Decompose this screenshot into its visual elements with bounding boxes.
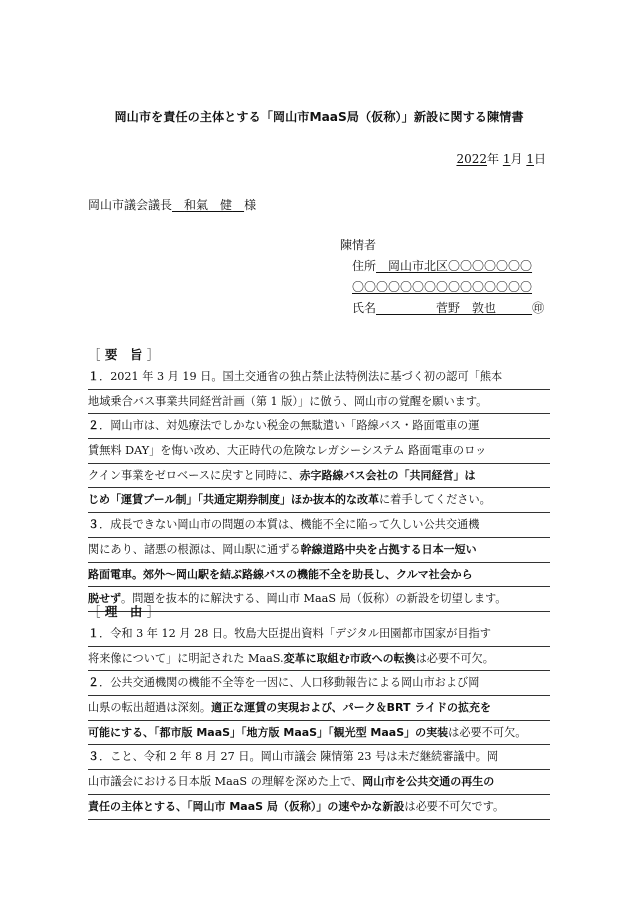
petitioner-address-line2: 〇〇〇〇〇〇〇〇〇〇〇〇〇〇〇 (352, 280, 533, 294)
summary-line (88, 439, 550, 464)
reasons-emphasis: 責任の主体とする、「岡山市 MaaS 局（仮称）」の速やかな新設 (88, 799, 405, 813)
summary-line (88, 365, 550, 390)
summary-heading: ［ 要 旨 ］ (88, 347, 160, 362)
reasons-text: 山県の転出超過は深刻。 (88, 701, 212, 715)
reasons-emphasis: ２ (88, 676, 99, 690)
reasons-text: ．こと、令和 2 年 8 月 27 日。岡山市議会 陳情第 23 号は未だ継続審議中。岡 (99, 750, 499, 764)
document-title: 岡山市を責任の主体とする「岡山市MaaS局（仮称）」新設に関する陳情書 (114, 110, 524, 124)
submission-date (456, 150, 546, 167)
date-year: 2022 (456, 152, 488, 166)
reasons-emphasis: ３ (88, 750, 99, 764)
petitioner-name-row: 氏名 菅野 敦也 ㊞ (352, 301, 545, 315)
date-year-unit: 年 (487, 152, 500, 166)
summary-text: クイン事業をゼロベースに戻すと同時に、 (88, 468, 300, 482)
reasons-heading: ［ 理 由 ］ (88, 604, 160, 619)
summary-emphasis: 脱せず (88, 592, 121, 606)
summary-emphasis: 路面電車。郊外～岡山駅を結ぶ路線バスの機能不全を助長し、クルマ社会から (88, 567, 473, 581)
reasons-line (88, 671, 550, 696)
reasons-emphasis: 変革に取組む市政への転換 (283, 651, 416, 665)
petitioner-label: 陳情者 (340, 238, 377, 252)
reasons-line (88, 696, 550, 721)
summary-line (88, 563, 550, 588)
summary-text: に着手してください。 (378, 493, 491, 507)
summary-text: 関にあり、諸悪の根源は、岡山駅に通ずる (88, 542, 301, 556)
seal-mark: ㊞ (532, 301, 545, 315)
summary-text: ．2021 年 3 月 19 日。国土交通省の独占禁止法特例法に基づく初の認可「熊本 (99, 370, 503, 383)
petitioner-address: 住所 岡山市北区〇〇〇〇〇〇〇 (352, 259, 533, 273)
reasons-line (88, 622, 550, 647)
reasons-text: は必要不可欠です。 (404, 799, 505, 813)
summary-emphasis: ２ (88, 419, 99, 433)
reasons-body (88, 622, 550, 820)
date-month-unit: 月 (510, 152, 523, 166)
summary-emphasis: 幹線道路中央を占拠する日本一短い (300, 542, 477, 556)
reasons-text: ．公共交通機関の機能不全等を一因に、人口移動報告による岡山市および岡 (99, 676, 480, 690)
date-day-unit: 日 (533, 152, 546, 166)
reasons-text: ．令和 3 年 12 月 28 日。牧島大臣提出資料「デジタル田園都市国家が目指す (99, 627, 491, 640)
summary-line (88, 390, 550, 415)
summary-emphasis: ３ (88, 518, 99, 532)
summary-line (88, 513, 550, 538)
date-day: 1 (526, 152, 534, 166)
reasons-emphasis: 岡山市を公共交通の再生の (362, 775, 495, 789)
reasons-line (88, 745, 550, 770)
reasons-text: 将来像について」に明記された MaaS. (88, 651, 284, 665)
reasons-line (88, 770, 550, 795)
petitioner-block (340, 235, 544, 319)
summary-line (88, 414, 550, 439)
summary-text: 賃無料 DAY」を悔い改め、大正時代の危険なレガシーシステム 路面電車のロッ (88, 444, 487, 458)
summary-line (88, 464, 550, 489)
summary-emphasis: １ (88, 370, 99, 383)
petitioner-name: 菅野 敦也 (436, 301, 497, 315)
reasons-line (88, 721, 550, 746)
reasons-line (88, 795, 550, 820)
summary-body (88, 365, 550, 612)
summary-text: 。問題を抜本的に解決する、岡山市 MaaS 局（仮称）の新設を切望します。 (121, 592, 507, 606)
addressee (88, 196, 256, 213)
date-month: 1 (502, 152, 511, 166)
reasons-emphasis: 可能にする、「都市版 MaaS」「地方版 MaaS」「観光型 MaaS」の実装 (88, 725, 449, 739)
reasons-text: は必要不可欠。 (415, 651, 494, 665)
reasons-emphasis: 適正な運賃の実現および、パーク＆BRT ライドの拡充を (211, 701, 491, 715)
reasons-emphasis: １ (88, 627, 99, 640)
reasons-text: 山市議会における日本版 MaaS の理解を深めた上で、 (88, 775, 363, 789)
summary-emphasis: じめ「運賃プール制」「共通定期券制度」ほか抜本的な改革 (88, 493, 379, 507)
summary-text: ．岡山市は、対処療法でしかない税金の無駄遣い「路線バス・路面電車の運 (99, 419, 480, 433)
summary-text: ．成長できない岡山市の問題の本質は、機能不全に陥って久しい公共交通機 (99, 518, 480, 532)
reasons-line (88, 647, 550, 672)
addressee-name: 和氣 健 (184, 198, 233, 212)
addressee-suffix: 様 (244, 198, 257, 212)
summary-emphasis: 赤字路線バス会社の「共同経営」は (299, 468, 476, 482)
summary-text: 地域乗合バス事業共同経営計画（第 1 版）」に倣う、岡山市の覚醒を願います。 (88, 394, 488, 408)
reasons-text: は必要不可欠。 (448, 725, 527, 739)
summary-line (88, 538, 550, 563)
summary-line (88, 488, 550, 513)
addressee-prefix: 岡山市議会議長 (88, 198, 173, 212)
